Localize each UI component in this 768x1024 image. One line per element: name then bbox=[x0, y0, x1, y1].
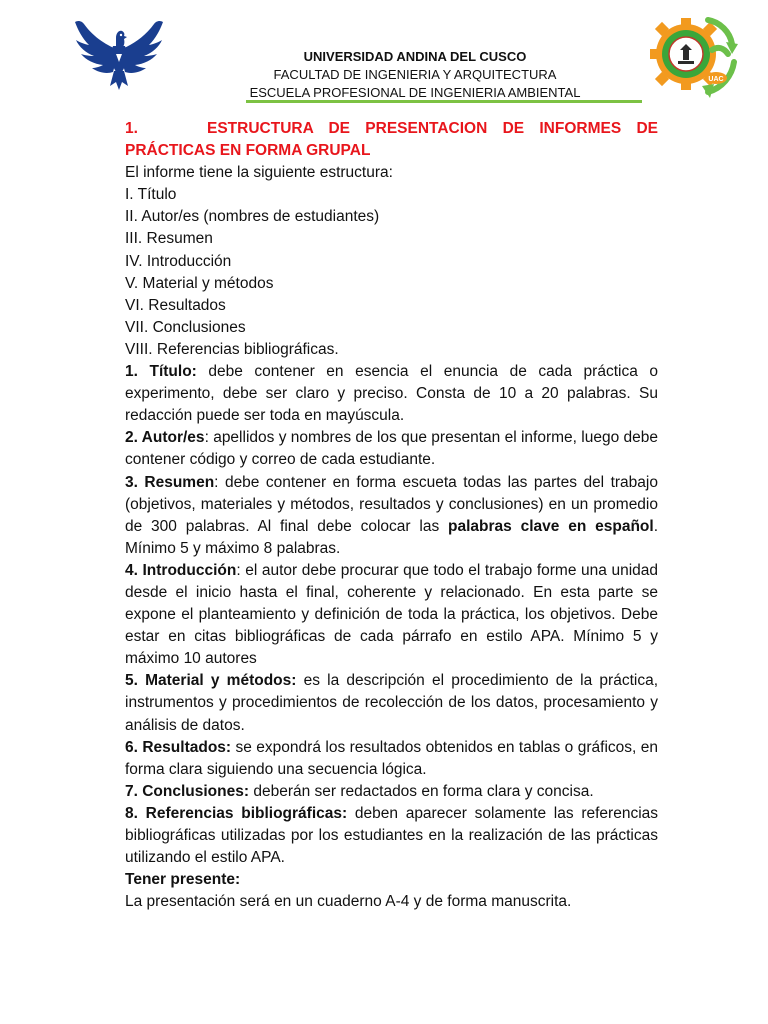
structure-item: VI. Resultados bbox=[125, 296, 226, 314]
section-heading bbox=[125, 118, 658, 162]
item-conclusiones bbox=[125, 781, 658, 803]
school-gear-recycle-logo bbox=[648, 10, 740, 98]
item-text: se expondrá los resultados obtenidos en tablas o gráficos, en forma clara siguiendo una secuencia lógica. bbox=[125, 738, 658, 778]
item-text: : el autor debe procurar que todo el trabajo forme una unidad desde el inicio hasta el final, coherente y relacionado. En esta parte se expone el planteamiento y definición de toda la práctica, los objetivos. Debe estar en citas bibliográficas de cada párrafo en estilo APA. Mínimo 5 y máximo 10 autores bbox=[125, 561, 659, 668]
structure-item: III. Resumen bbox=[125, 230, 213, 248]
structure-intro: El informe tiene la siguiente estructura: bbox=[125, 164, 393, 182]
section-number: 1. bbox=[125, 120, 138, 137]
item-text: deben aparecer solamente las referencias bibliográficas utilizadas por los estudiantes en la realización de las prácticas utilizando el estilo APA. bbox=[125, 804, 659, 867]
document-header bbox=[190, 48, 640, 102]
item-resumen bbox=[125, 472, 658, 560]
faculty-name: FACULTAD DE INGENIERIA Y ARQUITECTURA bbox=[273, 67, 557, 82]
svg-text:UAC: UAC bbox=[708, 76, 724, 83]
structure-item: I. Título bbox=[125, 186, 177, 204]
university-name: UNIVERSIDAD ANDINA DEL CUSCO bbox=[303, 49, 527, 64]
note-label bbox=[125, 869, 658, 891]
header-divider bbox=[246, 100, 642, 103]
item-resultados bbox=[125, 737, 658, 781]
item-label: 8. Referencias bibliográficas: bbox=[125, 804, 348, 822]
item-label: 7. Conclusiones: bbox=[125, 782, 250, 800]
note-text: La presentación será en un cuaderno A-4 y de forma manuscrita. bbox=[125, 893, 572, 911]
item-label: 3. Resumen bbox=[125, 473, 215, 491]
school-name: ESCUELA PROFESIONAL DE INGENIERIA AMBIENTAL bbox=[249, 85, 581, 100]
item-label: 5. Material y métodos: bbox=[125, 672, 297, 690]
structure-list bbox=[125, 184, 658, 361]
structure-item: VIII. Referencias bibliográficas. bbox=[125, 340, 339, 358]
item-text: deberán ser redactados en forma clara y concisa. bbox=[249, 782, 594, 800]
keywords-emphasis: palabras clave en español bbox=[448, 517, 654, 535]
structure-item: VII. Conclusiones bbox=[125, 318, 246, 336]
item-text: es la descripción el procedimiento de la práctica, instrumentos y procedimientos de recolección de los datos, procesamiento y análisis de datos. bbox=[125, 672, 659, 734]
item-label: 1. Título: bbox=[125, 363, 197, 381]
item-label: 4. Introducción bbox=[125, 561, 237, 579]
section-title: ESTRUCTURA DE PRESENTACION DE INFORMES DE PRÁCTICAS EN FORMA GRUPAL bbox=[125, 120, 658, 160]
item-introduccion bbox=[125, 560, 658, 670]
item-text: debe contener en esencia el enuncia de cada práctica o experimento, debe ser claro y preciso. Consta de 10 a 20 palabras. Su redacción puede ser toda en mayúscula. bbox=[125, 363, 658, 425]
structure-item: V. Material y métodos bbox=[125, 274, 274, 292]
university-eagle-logo bbox=[72, 16, 166, 96]
structure-item: IV. Introducción bbox=[125, 252, 232, 270]
item-label: 6. Resultados: bbox=[125, 738, 232, 756]
note-label-text: Tener presente: bbox=[125, 871, 241, 889]
item-material bbox=[125, 670, 658, 736]
item-titulo bbox=[125, 361, 658, 427]
structure-item: II. Autor/es (nombres de estudiantes) bbox=[125, 208, 380, 226]
item-referencias bbox=[125, 803, 658, 869]
item-text: : apellidos y nombres de los que presentan el informe, luego debe contener código y correo de cada estudiante. bbox=[125, 429, 659, 469]
item-label: 2. Autor/es bbox=[125, 429, 205, 447]
item-text: : debe contener en forma escueta todas las partes del trabajo (objetivos, materiales y métodos, resultados y conclusiones) en un promedio de 300 palabras. Al final debe colocar las bbox=[125, 473, 658, 535]
item-autores bbox=[125, 427, 658, 471]
document-body bbox=[125, 118, 658, 913]
item-text-tail: . Mínimo 5 y máximo 8 palabras. bbox=[125, 517, 658, 557]
